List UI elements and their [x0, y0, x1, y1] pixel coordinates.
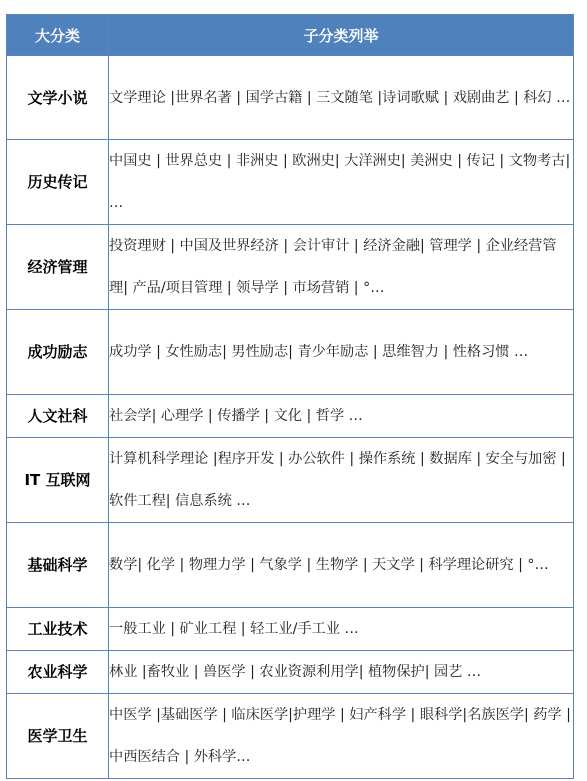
main-category-cell: 基础科学 — [7, 523, 109, 608]
table-row — [7, 56, 574, 140]
table-row — [7, 694, 574, 779]
table-row — [7, 395, 574, 438]
main-category-cell: 成功励志 — [7, 310, 109, 395]
sub-category-cell: 中医学 |基础医学 | 临床医学|护理学 | 妇产科学 | 眼科学|名族医学| 药学 | 中西医结合 | 外科学… — [109, 694, 574, 779]
table-row — [7, 225, 574, 310]
table-row — [7, 140, 574, 225]
sub-category-cell: 成功学 | 女性励志| 男性励志| 青少年励志 | 思维智力 | 性格习惯 … — [109, 310, 574, 395]
sub-category-cell: 计算机科学理论 |程序开发 | 办公软件 | 操作系统 | 数据库 | 安全与加密 | 软件工程| 信息系统 … — [109, 438, 574, 523]
header-main-category: 大分类 — [7, 15, 109, 56]
table-row — [7, 310, 574, 395]
sub-category-cell: 林业 |畜牧业 | 兽医学 | 农业资源利用学| 植物保护| 园艺 … — [109, 651, 574, 694]
main-category-cell: 农业科学 — [7, 651, 109, 694]
main-category-cell: 工业技术 — [7, 608, 109, 651]
main-category-cell: 文学小说 — [7, 56, 109, 140]
sub-category-cell: 中国史 | 世界总史 | 非洲史 | 欧洲史| 大洋洲史| 美洲史 | 传记 | 文物考古| … — [109, 140, 574, 225]
main-category-cell: 人文社科 — [7, 395, 109, 438]
sub-category-cell: 文学理论 |世界名著 | 国学古籍 | 三文随笔 |诗词歌赋 | 戏剧曲艺 | 科幻 … — [109, 56, 574, 140]
table-row — [7, 438, 574, 523]
category-table — [6, 14, 574, 779]
table-row — [7, 608, 574, 651]
sub-category-cell: 投资理财 | 中国及世界经济 | 会计审计 | 经济金融| 管理学 | 企业经营管理| 产品/项目管理 | 领导学 | 市场营销 | °… — [109, 225, 574, 310]
header-sub-category: 子分类列举 — [109, 15, 574, 56]
table-row — [7, 651, 574, 694]
table-header-row — [7, 15, 574, 56]
sub-category-cell: 社会学| 心理学 | 传播学 | 文化 | 哲学 … — [109, 395, 574, 438]
main-category-cell: 经济管理 — [7, 225, 109, 310]
main-category-cell: 历史传记 — [7, 140, 109, 225]
sub-category-cell: 数学| 化学 | 物理力学 | 气象学 | 生物学 | 天文学 | 科学理论研究 | °… — [109, 523, 574, 608]
table-row — [7, 523, 574, 608]
main-category-cell: IT 互联网 — [7, 438, 109, 523]
category-table-wrapper — [6, 14, 573, 779]
sub-category-cell: 一般工业 | 矿业工程 | 轻工业/手工业 … — [109, 608, 574, 651]
main-category-cell: 医学卫生 — [7, 694, 109, 779]
